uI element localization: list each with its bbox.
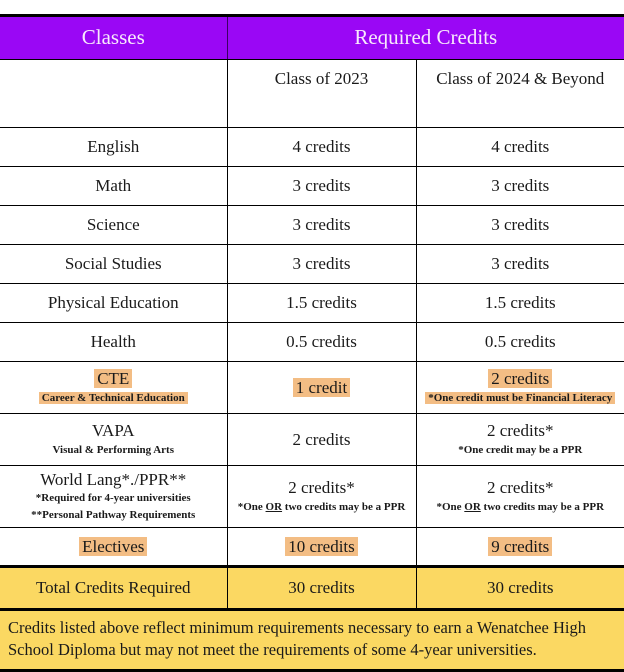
credits-2024-value xyxy=(421,369,621,389)
credits-2023-value: 3 credits xyxy=(292,215,351,235)
subject-label xyxy=(4,537,223,557)
subject-cell xyxy=(0,414,227,466)
note-or-emphasis: OR xyxy=(265,500,283,513)
credits-2023-cell xyxy=(227,528,416,567)
credits-2024-note xyxy=(421,391,621,406)
credits-2024-note: *One credit may be a PPR xyxy=(458,443,583,456)
note-post: two credits may be a PPR xyxy=(480,500,605,513)
credits-2024-value: 3 credits xyxy=(491,254,550,274)
credits-2024-cell xyxy=(416,362,624,414)
credits-2024-value: 4 credits xyxy=(491,137,550,157)
total-label: Total Credits Required xyxy=(0,567,227,610)
table-row xyxy=(0,206,624,245)
credits-2023-highlight: 10 credits xyxy=(285,537,358,556)
credits-2023-cell xyxy=(227,128,416,167)
credits-2024-value xyxy=(421,537,621,557)
subheader-class-2023: Class of 2023 xyxy=(227,60,416,128)
credits-2023-cell xyxy=(227,245,416,284)
credits-2024-cell xyxy=(416,206,624,245)
total-credits-row xyxy=(0,567,624,610)
subject-cell xyxy=(0,362,227,414)
subject-highlight: CTE xyxy=(94,369,132,388)
credits-2023-cell xyxy=(227,362,416,414)
credits-2024-cell xyxy=(416,414,624,466)
subject-label: World Lang*./PPR** xyxy=(40,469,187,489)
credits-2023-value xyxy=(232,537,412,557)
subject-label: Science xyxy=(86,215,140,235)
credits-2023-cell xyxy=(227,167,416,206)
credits-2023-value xyxy=(232,378,412,398)
table-subheader-row xyxy=(0,60,624,128)
subject-cell xyxy=(0,323,227,362)
subject-note xyxy=(4,391,223,406)
credits-2024-note xyxy=(421,500,621,515)
credits-2023-value: 3 credits xyxy=(292,176,351,196)
credits-2023-value: 2 credits* xyxy=(288,478,355,498)
note-pre: *One xyxy=(436,500,465,513)
subject-cell xyxy=(0,206,227,245)
graduation-credits-table xyxy=(0,14,624,611)
table-row xyxy=(0,167,624,206)
credits-2023-value: 0.5 credits xyxy=(286,332,357,352)
credits-2024-value: 0.5 credits xyxy=(484,332,556,352)
credits-2023-value: 2 credits xyxy=(292,429,351,449)
header-required-credits: Required Credits xyxy=(227,16,624,60)
credits-2024-highlight: 2 credits xyxy=(488,369,552,388)
subject-cell xyxy=(0,245,227,284)
subject-label: Health xyxy=(90,332,136,352)
subject-label: Physical Education xyxy=(47,293,179,313)
credits-2024-value: 2 credits* xyxy=(486,421,554,441)
table-header-row xyxy=(0,16,624,60)
subject-note-secondary: **Personal Pathway Requirements xyxy=(31,509,196,522)
credits-2023-cell xyxy=(227,323,416,362)
subject-label: Social Studies xyxy=(64,254,162,274)
credits-2024-cell xyxy=(416,323,624,362)
credits-2024-cell xyxy=(416,528,624,567)
note-post: two credits may be a PPR xyxy=(282,500,406,513)
subject-cell xyxy=(0,167,227,206)
credits-2023-note xyxy=(232,500,412,515)
subject-cell xyxy=(0,128,227,167)
table-row xyxy=(0,284,624,323)
credits-2024-highlight: 9 credits xyxy=(488,537,552,556)
table-row xyxy=(0,323,624,362)
credits-2024-cell xyxy=(416,167,624,206)
total-2023-value: 30 credits xyxy=(227,567,416,610)
credits-2023-value: 4 credits xyxy=(292,137,351,157)
note-pre: *One xyxy=(237,500,266,513)
table-row xyxy=(0,245,624,284)
subject-label: VAPA xyxy=(91,421,135,441)
subject-highlight: Electives xyxy=(79,537,147,556)
credits-2024-cell xyxy=(416,284,624,323)
credits-2024-value: 3 credits xyxy=(491,215,550,235)
credits-2024-value: 1.5 credits xyxy=(484,293,556,313)
table-row xyxy=(0,466,624,528)
subheader-blank xyxy=(0,60,227,128)
credits-2023-cell xyxy=(227,284,416,323)
table-row xyxy=(0,528,624,567)
credits-2024-cell xyxy=(416,245,624,284)
credits-2023-value: 1.5 credits xyxy=(286,293,357,313)
subject-label: English xyxy=(87,137,140,157)
header-classes: Classes xyxy=(0,16,227,60)
table-row xyxy=(0,362,624,414)
subject-cell xyxy=(0,528,227,567)
subject-label xyxy=(4,369,223,389)
credits-2023-cell xyxy=(227,414,416,466)
credits-2024-note-highlight: *One credit must be Financial Literacy xyxy=(425,392,615,404)
credits-2024-value: 3 credits xyxy=(491,176,550,196)
subject-note: *Required for 4-year universities xyxy=(35,492,191,505)
table-row xyxy=(0,128,624,167)
credits-2023-cell xyxy=(227,206,416,245)
subject-note-highlight: Career & Technical Education xyxy=(39,392,188,404)
credits-2023-highlight: 1 credit xyxy=(293,378,350,397)
subject-cell xyxy=(0,466,227,528)
note-or-emphasis: OR xyxy=(464,500,481,513)
subject-label: Math xyxy=(95,176,132,196)
subject-cell xyxy=(0,284,227,323)
footnote-disclaimer: Credits listed above reflect minimum requirements necessary to earn a Wenatchee High School Diploma but may not meet the requirements of some 4-year universities. xyxy=(0,611,624,672)
subheader-class-2024: Class of 2024 & Beyond xyxy=(416,60,624,128)
credits-2023-value: 3 credits xyxy=(292,254,351,274)
credits-2024-value: 2 credits* xyxy=(486,478,554,498)
credits-2024-cell xyxy=(416,466,624,528)
subject-note: Visual & Performing Arts xyxy=(52,443,174,456)
credits-2024-cell xyxy=(416,128,624,167)
credits-2023-cell xyxy=(227,466,416,528)
table-row xyxy=(0,414,624,466)
total-2024-value: 30 credits xyxy=(416,567,624,610)
